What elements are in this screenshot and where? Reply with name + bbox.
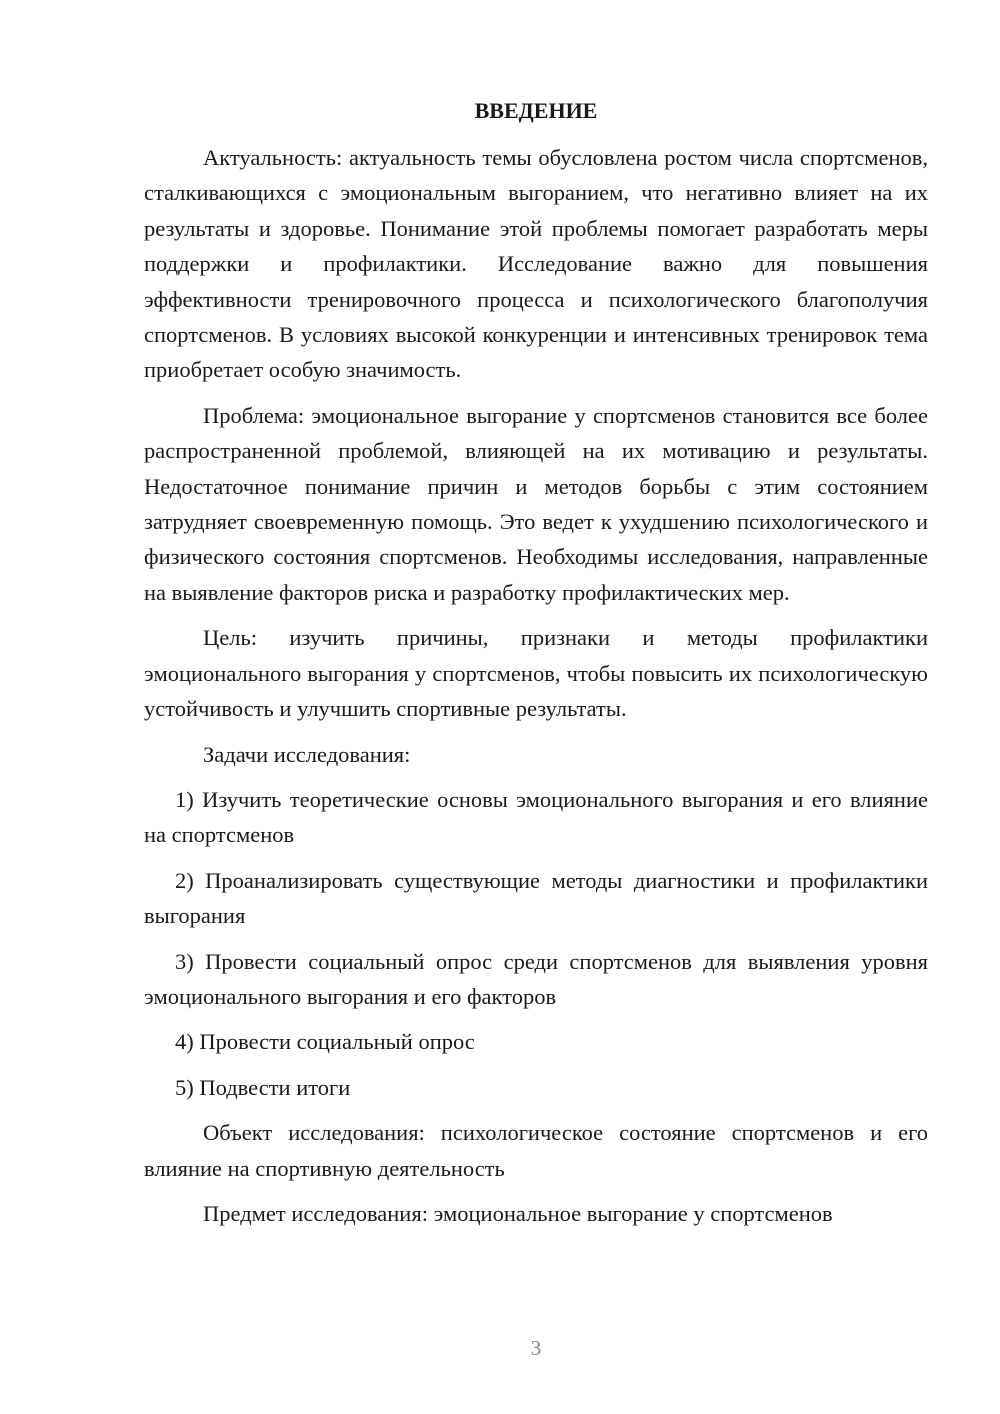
paragraph-goal: Цель: изучить причины, признаки и методы профилактики эмоционального выгорания у спортсменов, чтобы повысить их психологическую устойчивость и улучшить спортивные результаты. bbox=[144, 625, 928, 722]
paragraph-subject: Предмет исследования: эмоциональное выгорание у спортсменов bbox=[203, 1200, 833, 1226]
task-item-1: 1) Изучить теоретические основы эмоционального выгорания и его влияние на спортсменов bbox=[144, 786, 928, 848]
page-content bbox=[144, 96, 928, 1241]
task-item-4: 4) Провести социальный опрос bbox=[175, 1029, 475, 1055]
paragraph-problem: Проблема: эмоциональное выгорание у спортсменов становится все более распространенной проблемой, влияющей на их мотивацию и результаты. Недостаточное понимание причин и методов борьбы с этим состоянием затрудняет своевременную помощь. Это ведет к ухудшению психологического и физического состояния спортсменов. Необходимы исследования, направленные на выявление факторов риска и разработку профилактических мер. bbox=[144, 402, 928, 605]
tasks-title: Задачи исследования: bbox=[203, 741, 411, 767]
paragraph-object: Объект исследования: психологическое состояние спортсменов и его влияние на спортивную деятельность bbox=[144, 1120, 928, 1181]
task-item-2: 2) Проанализировать существующие методы диагностики и профилактики выгорания bbox=[144, 867, 928, 929]
task-item-5: 5) Подвести итоги bbox=[175, 1074, 351, 1100]
paragraph-relevance: Актуальность: актуальность темы обусловлена ростом числа спортсменов, сталкивающихся с эмоциональным выгоранием, что негативно влияет на их результаты и здоровье. Понимание этой проблемы помогает разработать меры поддержки и профилактики. Исследование важно для повышения эффективности тренировочного процесса и психологического благополучия спортсменов. В условиях высокой конкуренции и интенсивных тренировок тема приобретает особую значимость. bbox=[144, 145, 928, 383]
section-heading: ВВЕДЕНИЕ bbox=[474, 98, 598, 123]
task-item-3: 3) Провести социальный опрос среди спортсменов для выявления уровня эмоционального выгорания и его факторов bbox=[144, 948, 928, 1009]
page-number: 3 bbox=[530, 1336, 542, 1360]
